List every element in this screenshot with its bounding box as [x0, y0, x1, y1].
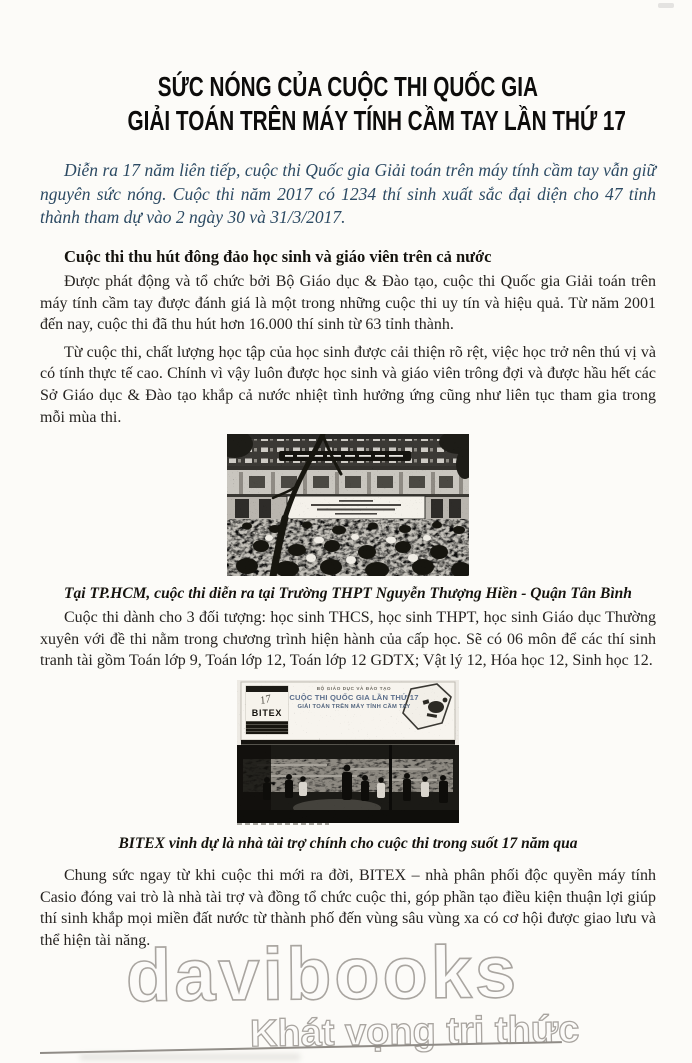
paragraph-4: Chung sức ngay từ khi cuộc thi mới ra đời, BITEX – nhà phân phối độc quyền máy tính Casio đóng vai trò là nhà tài trợ và đồng tổ chức cuộc thi, góp phần tạo điều kiện thuận lợi giúp thí sinh khắp mọi miền đất nước từ thành phố đến vùng sâu vùng xa có cơ hội được giao lưu và thể hiện tài năng. — [40, 866, 656, 949]
article-title — [40, 70, 656, 138]
paragraph-3: Cuộc thi dành cho 3 đối tượng: học sinh THCS, học sinh THPT, học sinh Giáo dục Thường xuyên với đề thi nằm trong chương trình hiện hành của cấp học. Sẽ có 06 môn để các thí sinh tranh tài gồm Toán lớp 9, Toán lớp 12, Toán lớp 12 GDTX; Vật lý 12, Hóa học 12, Sinh học 12. — [40, 609, 656, 670]
bitex-logo-mark: 17 — [258, 692, 273, 708]
bitex-logo-bottom-bar — [246, 721, 288, 734]
banner-title-line-1: CUỘC THI QUỐC GIA LẦN THỨ 17 — [289, 692, 419, 702]
figure-caption-1: Tại TP.HCM, cuộc thi diễn ra tại Trường THPT Nguyễn Thượng Hiền - Quận Tân Bình — [64, 585, 632, 603]
figure-bitex-photo — [237, 680, 459, 823]
paragraph-1: Được phát động và tổ chức bởi Bộ Giáo dục & Đào tạo, cuộc thi Quốc gia Giải toán trên máy tính cầm tay được đánh giá là một trong những cuộc thi uy tín và hiệu quả. Từ năm 2001 đến nay, cuộc thi đã thu hút hơn 16.000 thí sinh từ 63 tỉnh thành. — [40, 273, 656, 334]
banner-ministry-text: BỘ GIÁO DỤC VÀ ĐÀO TẠO — [316, 685, 392, 691]
banner-title-line-2: GIẢI TOÁN TRÊN MÁY TÍNH CẦM TAY — [297, 703, 411, 710]
lead-paragraph: Diễn ra 17 năm liên tiếp, cuộc thi Quốc gia Giải toán trên máy tính cầm tay vẫn giữ nguyên sức nóng. Cuộc thi năm 2017 có 1234 thí sinh xuất sắc đại diện cho 47 tỉnh thành tham dự vào 2 ngày 30 và 31/3/2017. — [40, 160, 656, 227]
watermark-slogan: Khát vọng tri thức — [249, 1008, 580, 1056]
bitex-logo-top-bar — [246, 686, 288, 692]
figure-caption-2: BITEX vinh dự là nhà tài trợ chính cho cuộc thi trong suốt 17 năm qua — [118, 834, 578, 852]
figure-school-photo — [227, 434, 469, 576]
watermark-brand: davibooks — [125, 929, 520, 1018]
banner-subtext-dashes — [237, 823, 329, 825]
figure-school — [40, 434, 656, 603]
figure-bitex — [40, 680, 656, 853]
article-title-line-2: GIẢI TOÁN TRÊN MÁY TÍNH CẦM TAY LẦN THỨ 17 — [127, 105, 626, 136]
scan-artifact — [658, 3, 674, 8]
bitex-logo — [246, 686, 288, 734]
article-title-line-1: SỨC NÓNG CỦA CUỘC THI QUỐC GIA — [157, 71, 539, 102]
section-heading: Cuộc thi thu hút đông đảo học sinh và giáo viên trên cả nước — [64, 247, 492, 266]
paragraph-2: Từ cuộc thi, chất lượng học tập của học sinh được cải thiện rõ rệt, việc học trở nên thú vị và có tính thực tế cao. Chính vì vậy luôn được học sinh và giáo viên trông đợi và được hầu hết các Sở Giáo dục & Đào tạo khắp cả nước nhiệt tình hưởng ứng cũng như liên tục tham gia trong mỗi mùa thi. — [40, 343, 656, 426]
watermark — [0, 929, 692, 1063]
bitex-logo-text: BITEX — [251, 707, 283, 718]
school-photo-art — [227, 434, 469, 576]
scan-smudge — [80, 1054, 300, 1060]
watermark-underline — [40, 1041, 562, 1053]
